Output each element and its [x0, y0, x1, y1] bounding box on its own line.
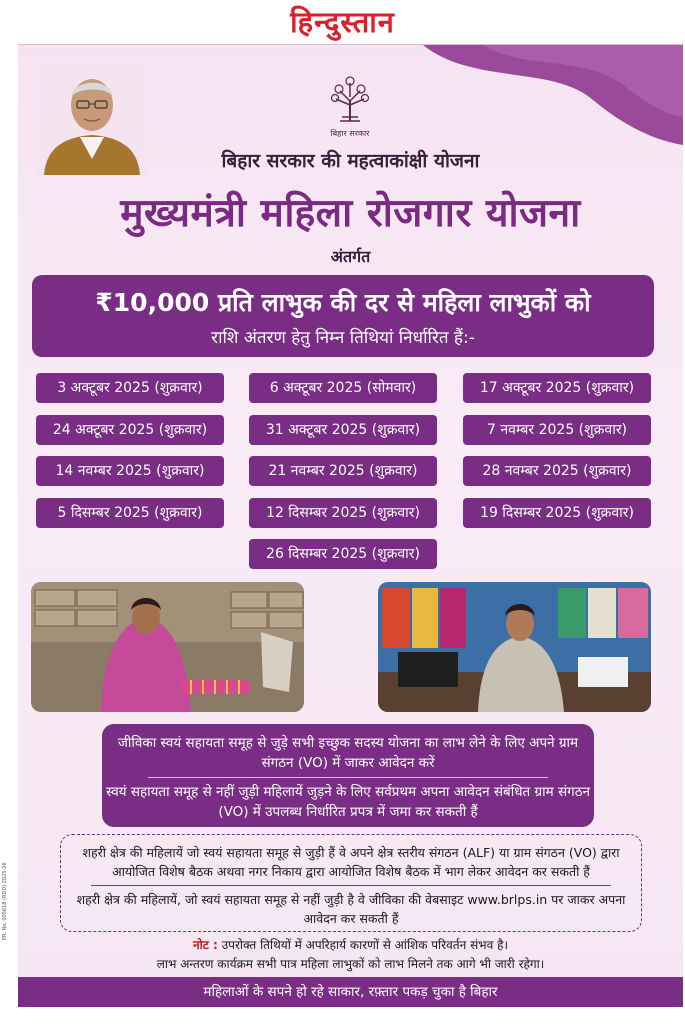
scheme-subheading: बिहार सरकार की महत्वाकांक्षी योजना [221, 150, 480, 172]
bihar-government-emblem [324, 75, 376, 141]
date-item: 24 अक्टूबर 2025 (शुक्रवार) [36, 415, 224, 445]
note-label: नोट : [192, 938, 218, 952]
date-item: 26 दिसम्बर 2025 (शुक्रवार) [249, 539, 437, 569]
shg-members-text: जीविका स्वयं सहायता समूह से जुड़े सभी इच्छुक सदस्य योजना का लाभ लेने के लिए अपने ग्राम संगठन (VO) में जाकर आवेदन करें [117, 735, 579, 771]
date-item: 14 नवम्बर 2025 (शुक्रवार) [36, 456, 224, 486]
footer-tagline: महिलाओं के सपने हो रहे साकार, रफ़्तार पकड़ चुका है बिहार [18, 977, 683, 1007]
info-divider [148, 777, 548, 778]
under-label: अंतर्गत [330, 247, 371, 266]
woman-making-bangles-photo [31, 582, 304, 712]
date-item: 19 दिसम्बर 2025 (शुक्रवार) [463, 498, 651, 528]
note-section [18, 936, 683, 974]
scheme-title: मुख्यमंत्री महिला रोजगार योजना [120, 191, 581, 236]
non-shg-women-text: स्वयं सहायता समूह से नहीं जुड़ी महिलायें जुड़ने के लिए सर्वप्रथम अपना आवेदन संबंधित ग्राम संगठन (VO) में उपलब्ध निर्धारित प्रपत्र में जमा कर सकती हैं [105, 784, 591, 820]
woman-shopkeeper-photo [378, 582, 651, 712]
urban-instructions [60, 834, 642, 932]
amount-headline: ₹10,000 प्रति लाभुक की दर से महिला लाभुकों को [95, 288, 591, 317]
date-item: 3 अक्टूबर 2025 (शुक्रवार) [36, 373, 224, 403]
note-text-1: उपरोक्त तिथियों में अपरिहार्य कारणों से आंशिक परिवर्तन संभव है। [221, 938, 509, 952]
urban-non-shg-text: शहरी क्षेत्र की महिलायें, जो स्वयं सहायता समूह से नहीं जुड़ी है वे जीविका की वेबसाइट www.brlps.in पर जाकर अपना आवेदन कर सकती हैं [76, 892, 626, 926]
newspaper-masthead [0, 0, 685, 44]
date-item: 7 नवम्बर 2025 (शुक्रवार) [463, 415, 651, 445]
date-item: 28 नवम्बर 2025 (शुक्रवार) [463, 456, 651, 486]
amount-subline: राशि अंतरण हेतु निम्न तिथियां निर्धारित हैं:- [211, 328, 475, 348]
urban-divider [91, 885, 611, 886]
corner-wave-decoration [353, 45, 683, 155]
date-item: 5 दिसम्बर 2025 (शुक्रवार) [36, 498, 224, 528]
note-line-1 [18, 936, 683, 955]
newspaper-logo: हिन्दुस्तान [290, 5, 395, 39]
government-advertisement [18, 44, 683, 1007]
note-text-2: लाभ अन्तरण कार्यक्रम सभी पात्र महिला लाभुकों को लाभ मिलने तक आगे भी जारी रहेगा। [156, 957, 545, 971]
date-item: 12 दिसम्बर 2025 (शुक्रवार) [249, 498, 437, 528]
date-item: 6 अक्टूबर 2025 (सोमवार) [249, 373, 437, 403]
shg-member-instructions [102, 724, 594, 827]
urban-shg-text: शहरी क्षेत्र की महिलायें जो स्वयं सहायता समूह से जुड़ी हैं वे अपने क्षेत्र स्तरीय संगठन (ALF) या ग्राम संगठन (VO) द्वारा आयोजित विशेष बैठक अथवा नगर निकाय द्वारा आयोजित विशेष बैठक में भाग लेकर आवेदन कर सकती हैं [82, 845, 620, 879]
amount-banner [32, 275, 654, 357]
emblem-label: बिहार सरकार [330, 129, 370, 138]
bodhi-tree-icon [330, 75, 370, 123]
pr-number-code: PR. No. 005618 (RDD) 2025-26 [2, 862, 8, 940]
date-item: 31 अक्टूबर 2025 (शुक्रवार) [249, 415, 437, 445]
date-item: 17 अक्टूबर 2025 (शुक्रवार) [463, 373, 651, 403]
date-item: 21 नवम्बर 2025 (शुक्रवार) [249, 456, 437, 486]
